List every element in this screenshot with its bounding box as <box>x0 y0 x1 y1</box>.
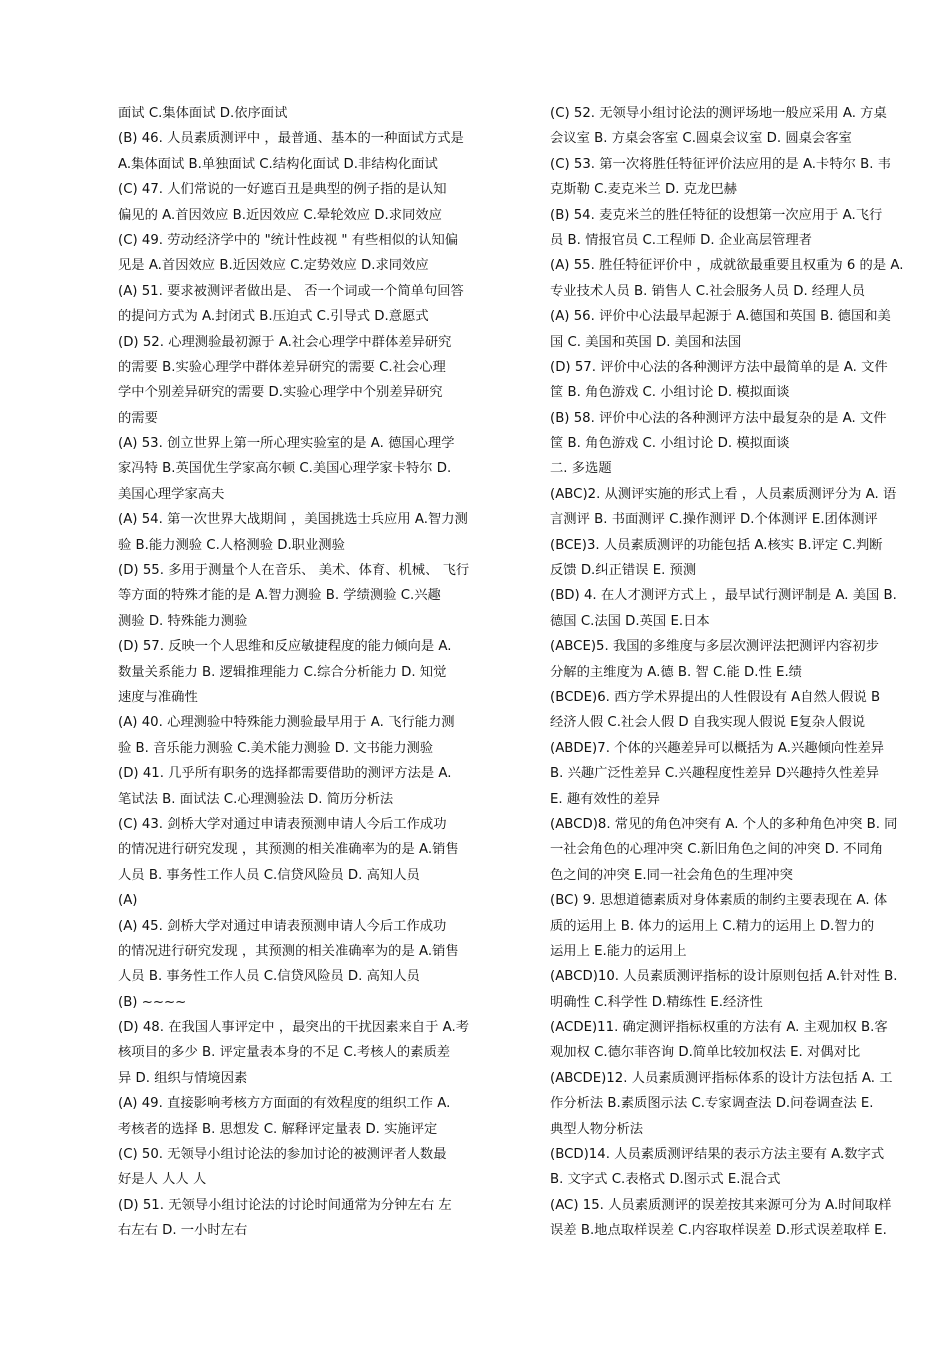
right-text-line: 色之间的冲突 E.同一社会角色的生理冲突 <box>550 867 793 883</box>
right-text-line: (B) 58. 评价中心法的各种测评方法中最复杂的是 A. 文件 <box>550 410 887 426</box>
right-text-line: (ABDE)7. 个体的兴趣差异可以概括为 A.兴趣倾向性差异 <box>550 740 885 756</box>
left-text-line: 测验 D. 特殊能力测验 <box>118 613 248 629</box>
left-text-line: 等方面的特殊才能的是 A.智力测验 B. 学绩测验 C.兴趣 <box>118 588 441 604</box>
right-text-line: (A) 55. 胜任特征评价中 ，成就欲最重要且权重为 6 的是 A. <box>550 258 904 274</box>
right-text-line: 明确性 C.科学性 D.精练性 E.经济性 <box>550 994 763 1010</box>
right-text-line: 分解的主维度为 A.德 B. 智 C.能 D.性 E.绩 <box>550 664 802 680</box>
left-text-line: (C) 50. 无领导小组讨论法的参加讨论的被测评者人数最 <box>118 1147 447 1163</box>
left-text-line: (B) 46. 人员素质测评中 ，最普通、基本的一种面试方式是 <box>118 131 464 147</box>
right-text-line: (ABCDE)12. 人员素质测评指标体系的设计方法包括 A. 工 <box>550 1070 893 1086</box>
right-text-line: 专业技术人员 B. 销售人 C.社会服务人员 D. 经理人员 <box>550 283 866 299</box>
left-text-line: 笔试法 B. 面试法 C.心理测验法 D. 简历分析法 <box>118 791 394 807</box>
right-text-line: (ABCD)10. 人员素质测评指标的设计原则包括 A.针对性 B. <box>550 969 898 985</box>
right-text-line: (BCD)14. 人员素质测评结果的表示方法主要有 A.数字式 <box>550 1147 885 1163</box>
right-text-line: 员 B. 情报官员 C.工程师 D. 企业高层管理者 <box>550 232 812 248</box>
right-column <box>550 101 948 1244</box>
left-text-line: 异 D. 组织与情境因素 <box>118 1070 248 1086</box>
right-text-line: (ABCE)5. 我国的多维度与多层次测评法把测评内容初步 <box>550 639 879 655</box>
left-text-line: 的提问方式为 A.封闭式 B.压迫式 C.引导式 D.意愿式 <box>118 309 429 325</box>
left-text-line: (A) 53. 创立世界上第一所心理实验室的是 A. 德国心理学 <box>118 436 455 452</box>
left-text-line: 验 B.能力测验 C.人格测验 D.职业测验 <box>118 537 345 553</box>
left-text-line: 好是人 人人 人 <box>118 1172 207 1188</box>
right-text-line: (A) 56. 评价中心法最早起源于 A.德国和英国 B. 德国和美 <box>550 309 891 325</box>
right-text-line: 作分析法 B.素质图示法 C.专家调查法 D.问卷调查法 E. <box>550 1096 874 1112</box>
right-text-line: 会议室 B. 方桌会客室 C.圆桌会议室 D. 圆桌会客室 <box>550 131 852 147</box>
left-text-line: 偏见的 A.首因效应 B.近因效应 C.晕轮效应 D.求同效应 <box>118 207 442 223</box>
left-text-line: 美国心理学家高夫 <box>118 486 225 502</box>
left-text-line: (C) 43. 剑桥大学对通过申请表预测申请人今后工作成功 <box>118 816 447 832</box>
left-text-line: (D) 48. 在我国人事评定中 ，最突出的干扰因素来自于 A.考 <box>118 1020 469 1036</box>
right-text-line: (ACDE)11. 确定测评指标权重的方法有 A. 主观加权 B.客 <box>550 1020 888 1036</box>
right-text-line: 质的运用上 B. 体力的运用上 C.精力的运用上 D.智力的 <box>550 918 875 934</box>
left-text-line: 人员 B. 事务性工作人员 C.信贷风险员 D. 高知人员 <box>118 867 420 883</box>
left-text-line: (D) 52. 心理测验最初源于 A.社会心理学中群体差异研究 <box>118 334 452 350</box>
left-text-line: 学中个别差异研究的需要 D.实验心理学中个别差异研究 <box>118 385 443 401</box>
left-text-line: A.集体面试 B.单独面试 C.结构化面试 D.非结构化面试 <box>118 156 438 172</box>
left-text-line: (A) 45. 剑桥大学对通过申请表预测申请人今后工作成功 <box>118 918 447 934</box>
left-text-line: 家冯特 B.英国优生学家高尔顿 C.美国心理学家卡特尔 D. <box>118 461 452 477</box>
left-text-line: 的情况进行研究发现 ，其预测的相关准确率为的是 A.销售 <box>118 943 459 959</box>
right-text-line: 一社会角色的心理冲突 C.新旧角色之间的冲突 D. 不同角 <box>550 842 884 858</box>
right-text-line: 典型人物分析法 <box>550 1121 644 1137</box>
left-text-line: (A) 54. 第一次世界大战期间 ，美国挑选士兵应用 A.智力测 <box>118 512 468 528</box>
right-text-line: B. 文字式 C.表格式 D.图示式 E.混合式 <box>550 1172 781 1188</box>
left-text-line: 考核者的选择 B. 思想发 C. 解释评定量表 D. 实施评定 <box>118 1121 438 1137</box>
right-text-line: (AC) 15. 人员素质测评的误差按其来源可分为 A.时间取样 <box>550 1197 892 1213</box>
left-text-line: 速度与准确性 <box>118 689 198 705</box>
right-text-line: 筐 B. 角色游戏 C. 小组讨论 D. 模拟面谈 <box>550 385 790 401</box>
right-text-line: (B) 54. 麦克米兰的胜任特征的设想第一次应用于 A.飞行 <box>550 207 883 223</box>
left-text-line: (D) 57. 反映一个人思维和反应敏捷程度的能力倾向是 A. <box>118 639 452 655</box>
right-text-line: 反馈 D.纠正错误 E. 预测 <box>550 563 697 579</box>
right-text-line: 误差 B.地点取样误差 C.内容取样误差 D.形式误差取样 E. <box>550 1223 887 1239</box>
right-text-line: (C) 52. 无领导小组讨论法的测评场地一般应采用 A. 方桌 <box>550 106 887 121</box>
left-text-line: 右左右 D. 一小时左右 <box>118 1223 248 1239</box>
left-text-line: 见是 A.首因效应 B.近因效应 C.定势效应 D.求同效应 <box>118 258 429 274</box>
right-text-line: (BD) 4. 在人才测评方式上 ，最早试行测评制是 A. 美国 B. <box>550 588 897 604</box>
left-text-line: 核项目的多少 B. 评定量表本身的不足 C.考核人的素质差 <box>118 1045 451 1061</box>
left-text-line: 验 B. 音乐能力测验 C.美术能力测验 D. 文书能力测验 <box>118 740 434 756</box>
right-text-line: 筐 B. 角色游戏 C. 小组讨论 D. 模拟面谈 <box>550 436 790 452</box>
left-text-line: 的需要 B.实验心理学中群体差异研究的需要 C.社会心理 <box>118 359 446 375</box>
left-text-line: (A) 51. 要求被测评者做出是、 否一个词或一个简单句回答 <box>118 283 464 299</box>
right-text-line: 运用上 E.能力的运用上 <box>550 943 687 959</box>
right-text-line: 二. 多选题 <box>550 461 612 477</box>
left-text-line: (D) 55. 多用于测量个人在音乐、 美术、体育、机械、 飞行 <box>118 563 470 579</box>
left-text-line: 的需要 <box>118 410 158 426</box>
right-text-line: 经济人假 C.社会人假 D 自我实现人假说 E复杂人假说 <box>550 715 865 731</box>
right-text-line: (ABCD)8. 常见的角色冲突有 A. 个人的多种角色冲突 B. 同 <box>550 816 898 832</box>
right-text-line: (BCE)3. 人员素质测评的功能包括 A.核实 B.评定 C.判断 <box>550 537 883 553</box>
right-text-line: 克斯勒 C.麦克米兰 D. 克龙巴赫 <box>550 182 737 198</box>
left-text-line: (C) 47. 人们常说的一好遮百丑是典型的例子指的是认知 <box>118 182 447 198</box>
right-text-line: E. 趣有效性的差异 <box>550 791 660 807</box>
right-text-line: (ABC)2. 从测评实施的形式上看 ，人员素质测评分为 A. 语 <box>550 486 897 502</box>
right-text-line: 言测评 B. 书面测评 C.操作测评 D.个体测评 E.团体测评 <box>550 512 878 528</box>
left-column <box>118 101 518 1244</box>
right-text-line: 德国 C.法国 D.英国 E.日本 <box>550 613 710 629</box>
left-text-line: (D) 41. 几乎所有职务的选择都需要借助的测评方法是 A. <box>118 766 452 782</box>
left-text-line: 数量关系能力 B. 逻辑推理能力 C.综合分析能力 D. 知觉 <box>118 664 447 680</box>
right-text-line: 观加权 C.德尔菲咨询 D.简单比较加权法 E. 对偶对比 <box>550 1045 861 1061</box>
right-text-line: (BC) 9. 思想道德素质对身体素质的制约主要表现在 A. 体 <box>550 893 888 909</box>
left-text-line: (A) <box>118 893 138 909</box>
left-text-line: (A) 49. 直接影响考核方方面面的有效程度的组织工作 A. <box>118 1096 451 1112</box>
left-text-line: 的情况进行研究发现 ，其预测的相关准确率为的是 A.销售 <box>118 842 459 858</box>
left-text-line: (D) 51. 无领导小组讨论法的讨论时间通常为分钟左右 左 <box>118 1197 452 1213</box>
right-text-line: B. 兴趣广泛性差异 C.兴趣程度性差异 D兴趣持久性差异 <box>550 766 880 782</box>
right-text-line: (BCDE)6. 西方学术界提出的人性假设有 A自然人假说 B <box>550 689 881 705</box>
right-text-line: (D) 57. 评价中心法的各种测评方法中最简单的是 A. 文件 <box>550 359 888 375</box>
right-text-line: (C) 53. 第一次将胜任特征评价法应用的是 A.卡特尔 B. 韦 <box>550 156 892 172</box>
left-text-line: (A) 40. 心理测验中特殊能力测验最早用于 A. 飞行能力测 <box>118 715 455 731</box>
left-text-line: (C) 49. 劳动经济学中的 "统计性歧视 " 有些相似的认知偏 <box>118 232 459 248</box>
right-text-line: 国 C. 美国和英国 D. 美国和法国 <box>550 334 742 350</box>
left-text-line: (B) ~~~~ <box>118 994 187 1010</box>
left-text-line: 面试 C.集体面试 D.依序面试 <box>118 106 288 121</box>
left-text-line: 人员 B. 事务性工作人员 C.信贷风险员 D. 高知人员 <box>118 969 420 985</box>
